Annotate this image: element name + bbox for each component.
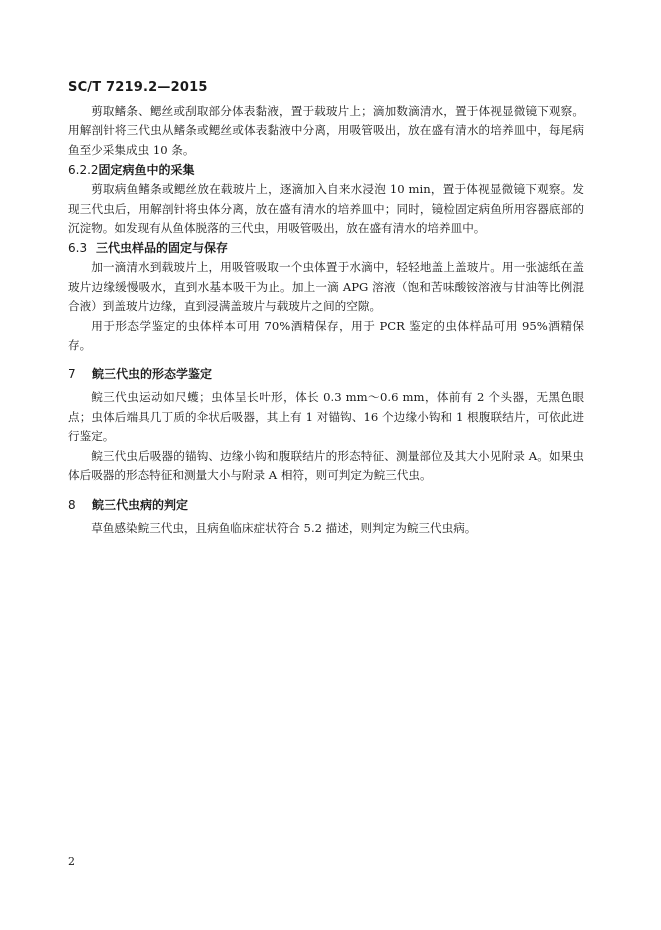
paragraph: 草鱼感染鲩三代虫，且病鱼临床症状符合 5.2 描述，则判定为鲩三代虫病。 [91, 520, 477, 535]
section-heading [68, 239, 584, 258]
section-heading [68, 496, 584, 515]
standard-code-header: SC/T 7219.2—2015 [68, 80, 208, 95]
paragraph: 鲩三代虫运动如尺蠖；虫体呈长叶形，体长 0.3 mm～0.6 mm，体前有 2 个头器，无黑色眼点；虫体后端具几丁质的伞状后吸器，其上有 1 对锚钩、16 个边缘小钩和 1 根腹联结片，可依此进行鉴定。 [68, 390, 584, 444]
section-title: 固定病鱼中的采集 [98, 163, 195, 178]
section-heading [68, 365, 584, 384]
section-number: 7 [68, 367, 76, 382]
paragraph: 用于形态学鉴定的虫体样本可用 70%酒精保存，用于 PCR 鉴定的虫体样品可用 95%酒精保存。 [68, 318, 584, 353]
section-heading [68, 161, 584, 180]
paragraph: 鲩三代虫后吸器的锚钩、边缘小钩和腹联结片的形态特征、测量部位及其大小见附录 A。如果虫体后吸器的形态特征和测量大小与附录 A 相符，则可判定为鲩三代虫。 [68, 448, 584, 483]
section-number: 6.3 [68, 241, 88, 256]
section-number: 6.2.2 [68, 163, 99, 178]
section-title: 三代虫样品的固定与保存 [96, 241, 229, 256]
page-number: 2 [68, 855, 75, 868]
section-number: 8 [68, 497, 76, 512]
section-title: 鲩三代虫病的判定 [92, 497, 189, 512]
paragraph: 加一滴清水到载玻片上，用吸管吸取一个虫体置于水滴中，轻轻地盖上盖玻片。用一张滤纸在盖玻片边缘缓慢吸水，直到水基本吸干为止。加上一滴 APG 溶液（饱和苦味酸铵溶液与甘油等比例混合液）到盖玻片边缘，直到浸满盖玻片与载玻片之间的空隙。 [68, 260, 584, 314]
paragraph: 剪取鳍条、鳃丝或刮取部分体表黏液，置于载玻片上；滴加数滴清水，置于体视显微镜下观察。用解剖针将三代虫从鳍条或鳃丝或体表黏液中分离，用吸管吸出，放在盛有清水的培养皿中，每尾病鱼至少采集成虫 10 条。 [68, 104, 584, 157]
section-title: 鲩三代虫的形态学鉴定 [92, 367, 213, 382]
document-body [68, 102, 584, 538]
paragraph: 剪取病鱼鳍条或鳃丝放在载玻片上，逐滴加入自来水浸泡 10 min，置于体视显微镜下观察。发现三代虫后，用解剖针将虫体分离，放在盛有清水的培养皿中；同时，镜检固定病鱼所用容器底部的沉淀物。如发现有从鱼体脱落的三代虫，用吸管吸出，放在盛有清水的培养皿中。 [68, 182, 584, 236]
